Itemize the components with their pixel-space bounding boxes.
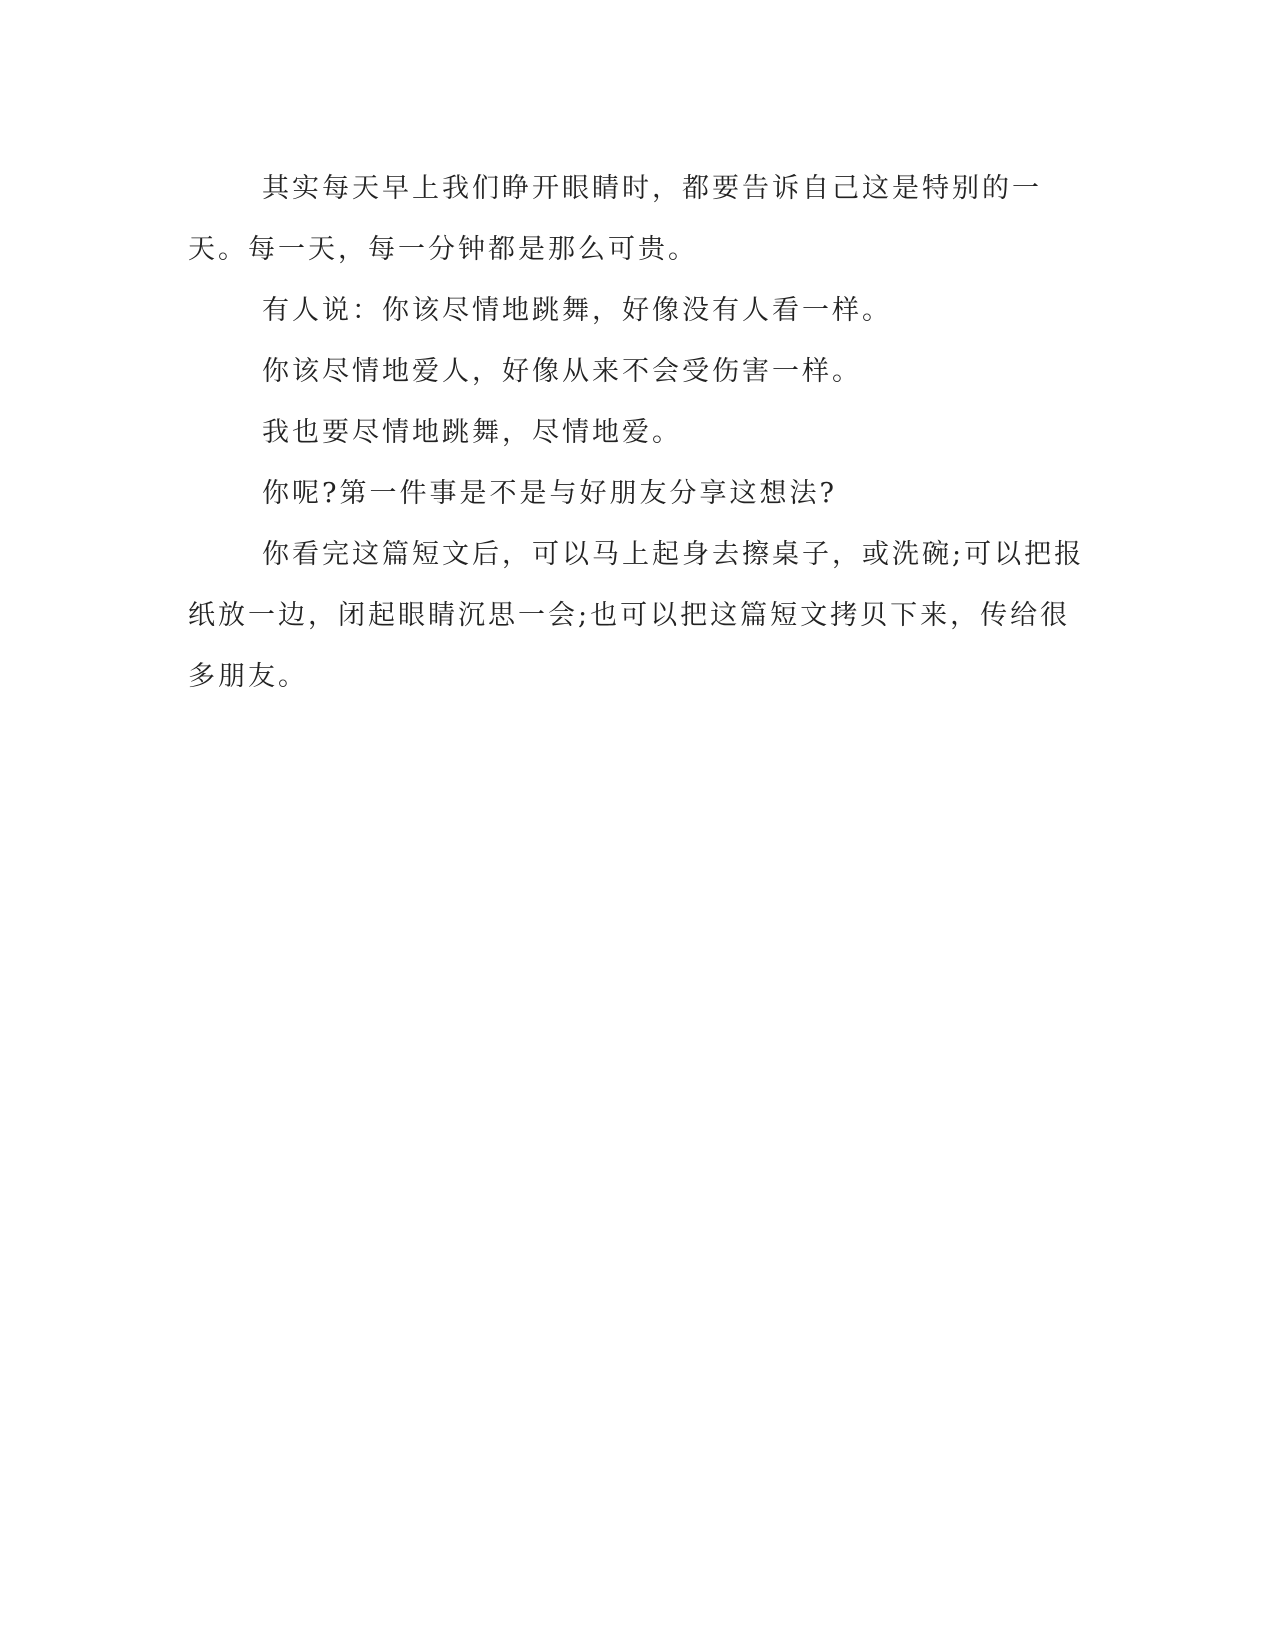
paragraph-4: 我也要尽情地跳舞，尽情地爱。 [262, 417, 682, 448]
paragraph-5: 你呢?第一件事是不是与好朋友分享这想法? [262, 478, 837, 509]
document-body [188, 158, 1088, 707]
paragraph-6: 你看完这篇短文后，可以马上起身去擦桌子，或洗碗;可以把报纸放一边，闭起眼睛沉思一会;也可以把这篇短文拷贝下来，传给很多朋友。 [188, 539, 1085, 692]
paragraph-3: 你该尽情地爱人，好像从来不会受伤害一样。 [262, 356, 862, 387]
paragraph-2: 有人说：你该尽情地跳舞，好像没有人看一样。 [262, 295, 892, 326]
paragraph-1: 其实每天早上我们睁开眼睛时，都要告诉自己这是特别的一天。每一天，每一分钟都是那么可贵。 [188, 173, 1042, 265]
